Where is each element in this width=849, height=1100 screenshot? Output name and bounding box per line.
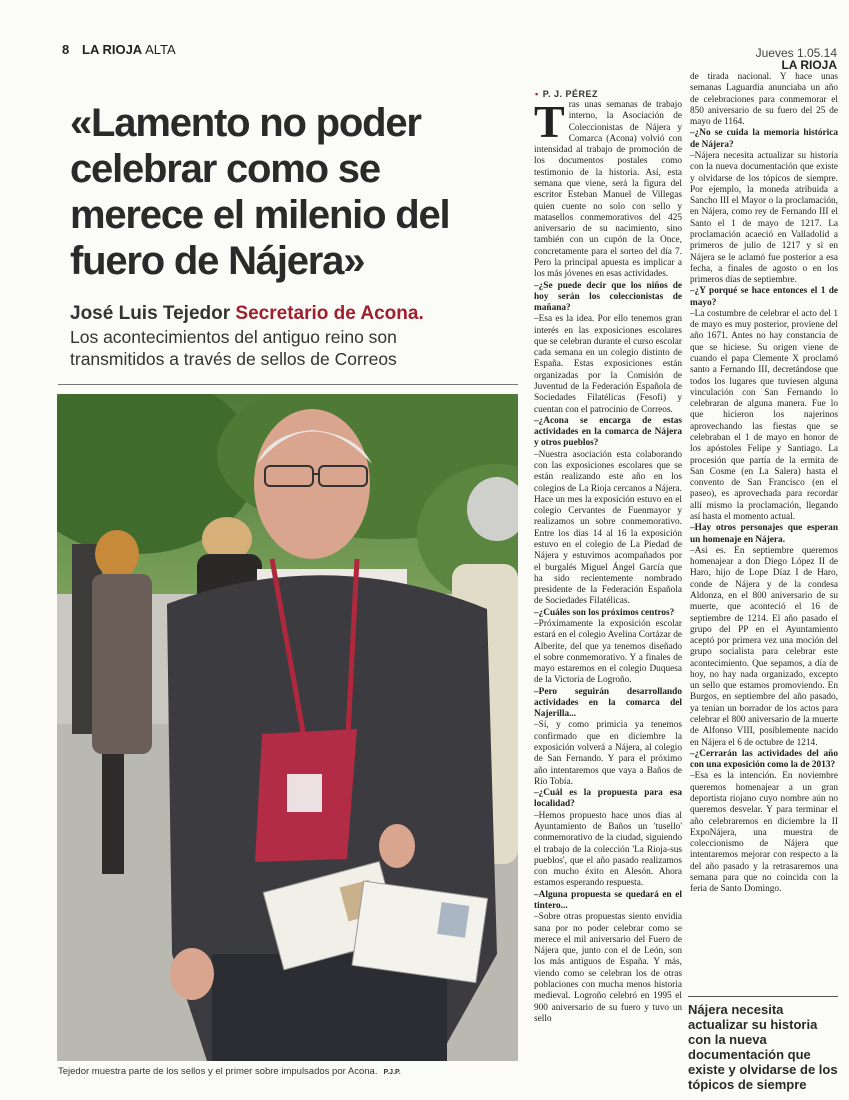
paragraph-text: –Sobre otras propuestas siento envidia sana por no poder celebrar como se merece el mil aniversario del Fuero de Nájera que, junto con el de León, son los más antiguos de España. Y más, viendo como se celebran los de otras poblaciones con mucha menos historia medieval. Logroño celebró en 1995 el 900 aniversario de su fuero y tuvo un sello — [534, 912, 682, 1024]
interview-answer — [690, 771, 838, 895]
interview-answer — [534, 450, 682, 608]
interview-answer — [534, 619, 682, 687]
paragraph-text: –Hay otros personajes que esperan un homenaje en Nájera. — [690, 523, 838, 545]
interview-question — [534, 281, 682, 315]
article-column-1 — [534, 96, 682, 1025]
interview-question — [534, 608, 682, 619]
interview-question — [534, 788, 682, 811]
paragraph-text: ras unas semanas de trabajo interno, la Asociación de Coleccionistas de Nájera y Comarca (Acona) volvió con intensidad al trabajo de promoción de los documentos postales como testimonio de la historia. Así, esta semana que viene, será la figura del escritor Esteban Manuel de Villegas quien cuente no solo con sello y matasellos conmemorativos del 425 aniversario de su nacimiento, sino también con un cupón de la Once, concretamente para el sorteo del día 7. Pero la principal apuesta es implicar a los más jóvenes en esas actividades. — [534, 100, 682, 280]
paragraph-text: –Alguna propuesta se quedará en el tintero... — [534, 889, 682, 911]
paragraph-text: –¿No se cuida la memoria histórica de Nájera? — [690, 128, 838, 150]
interview-answer — [534, 811, 682, 890]
paragraph-text: –Pero seguirán desarrollando actividades en la comarca del Najerilla... — [534, 686, 682, 720]
interview-answer — [534, 96, 682, 281]
pull-quote-rule — [688, 996, 838, 997]
interview-answer — [690, 309, 838, 523]
paragraph-text: –¿Acona se encarga de estas actividades en la comarca de Nájera y otros pueblos? — [534, 415, 682, 449]
paragraph-text: –¿Y porqué se hace entonces el 1 de mayo? — [690, 286, 838, 308]
article-column-2 — [690, 72, 838, 896]
section-prefix: LA RIOJA — [82, 42, 143, 57]
drop-cap: T — [534, 96, 565, 147]
paragraph-text: –¿Cuáles son los próximos centros? — [534, 607, 675, 618]
author-byline: ▪ P. J. PÉREZ — [535, 89, 598, 99]
interview-question — [534, 687, 682, 721]
newspaper-name: LA RIOJA — [781, 58, 837, 72]
headline: «Lamento no poder celebrar como se merece el milenio del fuero de Nájera» — [70, 101, 450, 283]
interviewee-role: Secretario de Acona. — [235, 303, 424, 324]
interviewee-name: José Luis Tejedor — [70, 303, 231, 324]
paragraph-text: –Nájera necesita actualizar su historia con la nueva documentación que existe y olvidarse de los tópicos de siempre. Por ejemplo, la moneda atribuida a Sancho III el Mayor o la proclamación, en Nájera, como rey de Fernando III el Santo el 1 de mayo de 1217. La proclamación acaeció en Valladolid a primeros de julio de 1217 y si en Nájera se le aclamó fue posterior a esa fecha, a finales de agosto o en los primeros días de septiembre. — [690, 150, 838, 286]
photo-caption — [58, 1066, 518, 1077]
interview-question — [690, 523, 838, 546]
paragraph-text: –Sí, y como primicia ya tenemos confirmado que en diciembre la exposición volverá a Nájera, al colegio de San Fernando. Y para el próximo año intentaremos que vaya a Baños de Río Tobía. — [534, 720, 682, 787]
interviewee — [70, 303, 510, 325]
paragraph-text: –Nuestra asociación esta colaborando con las exposiciones escolares que se están realizando este año en los colegios de La Rioja cercanos a Nájera. Hace un mes la exposición estuvo en el colegio Cervantes de Fuenmayor y realizamos un sobre conmemorativo. Entre los días 14 al 16 la exposición estuvo en el colegio de La Piedad de Nájera y estuvimos acompañados por el burgalés Miguel Ángel García que ha sido recientemente nombrado presidente de la Federación Española de Sociedades Filatélicas. — [534, 449, 682, 607]
paragraph-text: –La costumbre de celebrar el acto del 1 de mayo es muy posterior, proviene del año 1671. Antes no hay constancia de que se hiciese. Su origen viene de cuando el papa Clemente X proclamó santo a Fernando III, decretándose que todos los lugares que tuviesen alguna vinculación con San Fernando lo celebraran de alguna manera. Fue lo que hicieron los najerinos aprovechando las fiestas que se celebraban el 1 de mayo en honor de los apóstoles Felipe y Santiago. La procesión que partía de la ermita de San Cosme (en La Salera) hasta el convento de San Francisco (en el paseo), es aprovechada para recordar allí mismo la proclamación, llegando así hasta el momento actual. — [690, 308, 838, 522]
interview-answer — [690, 151, 838, 286]
issue-date: Jueves 1.05.14 — [755, 46, 837, 60]
interview-question — [690, 286, 838, 309]
interview-answer — [534, 912, 682, 1025]
paragraph-text: –Esa es la intención. En noviembre queremos homenajear a un gran deportista riojano cuyo nombre aún no queremos desvelar. Y para terminar el año celebraremos en diciembre la II ExpoNájera, una muestra de coleccionismo de Nájera que intentaremos mejorar con respecto a la del año pasado y la retrasaremos una semana para que no coincida con la feria de Santo Domingo. — [690, 771, 838, 895]
paragraph-text: –Así es. En septiembre queremos homenajear a don Diego López II de Haro, hijo de Lope Díaz I de Haro, conde de Nájera y de la condesa Aldonza, en el 800 aniversario de su muerte, que aconteció el 16 de septiembre de 1214. El año pasado el grupo del PP en el Ayuntamiento aceptó por primera vez una moción del grupo socialista para celebrar este acontecimiento. Que sepamos, a día de hoy, no hay nada organizado, excepto un sello que estamos promoviendo. En Burgos, en septiembre del año pasado, ya tenían un borrador de los actos para celebrar el 800 aniversario de la muerte de Alfonso VIII, posiblemente nacido en Nájera el 6 de octubre de 1214. — [690, 545, 838, 748]
caption-text: Tejedor muestra parte de los sellos y el primer sobre impulsados por Acona. — [58, 1066, 378, 1077]
interview-answer — [690, 72, 838, 128]
paragraph-text: –Próximamente la exposición escolar estará en el colegio Avelina Cortázar de Alberite, del que ya tenemos diseñado el sobre conmemorativo. Y a finales de mayo estaremos en el colegio Duquesa de la Victoria de Logroño. — [534, 618, 682, 686]
interview-answer — [534, 314, 682, 416]
pull-quote: Nájera necesita actualizar su historia con la nueva documentación que existe y olvidarse de los tópicos de siempre — [688, 1002, 838, 1093]
section-suffix: ALTA — [145, 42, 176, 57]
photo-illustration — [57, 394, 518, 1061]
divider — [58, 384, 518, 385]
photo-credit: P.J.P. — [383, 1069, 401, 1076]
interview-answer — [690, 546, 838, 749]
section-title — [82, 42, 176, 57]
interview-question — [690, 128, 838, 151]
paragraph-text: de tirada nacional. Y hace unas semanas Laguardia anunciaba un año de celebraciones para conmemorar el 850 aniversario de su fuero del 25 de mayo de 1164. — [690, 72, 838, 128]
paragraph-text: –Hemos propuesto hace unos días al Ayuntamiento de Baños un 'tusello' conmemorativo de la ciudad, siguiendo el trabajo de la colección 'La Rioja-sus pueblos', que el año pasado realizamos con mucho éxito en Alesón. Ahora estamos esperando respuesta. — [534, 810, 682, 889]
interview-answer — [534, 720, 682, 788]
subtitle: Los acontecimientos del antiguo reino son transmitidos a través de sellos de Correos — [70, 327, 397, 370]
paragraph-text: –Esa es la idea. Por ello tenemos gran interés en las exposiciones escolares que se celebran durante el curso escolar cada semana en un colegio distinto de España. Estas exposiciones están organizadas por la Comisión de Juventud de la Federación Española de Sociedades Filatélicas (Fesofi) y cuentan con el patrocinio de Correos. — [534, 314, 682, 415]
page-number: 8 — [62, 42, 70, 57]
interview-photo — [57, 394, 518, 1061]
interview-question — [534, 890, 682, 913]
paragraph-text: –¿Se puede decir que los niños de hoy serán los coleccionistas de mañana? — [534, 280, 682, 314]
paragraph-text: –¿Cerrarán las actividades del año con una exposición como la de 2013? — [690, 748, 838, 771]
paragraph-text: –¿Cuál es la propuesta para esa localidad? — [534, 788, 682, 810]
interview-question — [534, 416, 682, 450]
interview-question — [690, 749, 838, 772]
